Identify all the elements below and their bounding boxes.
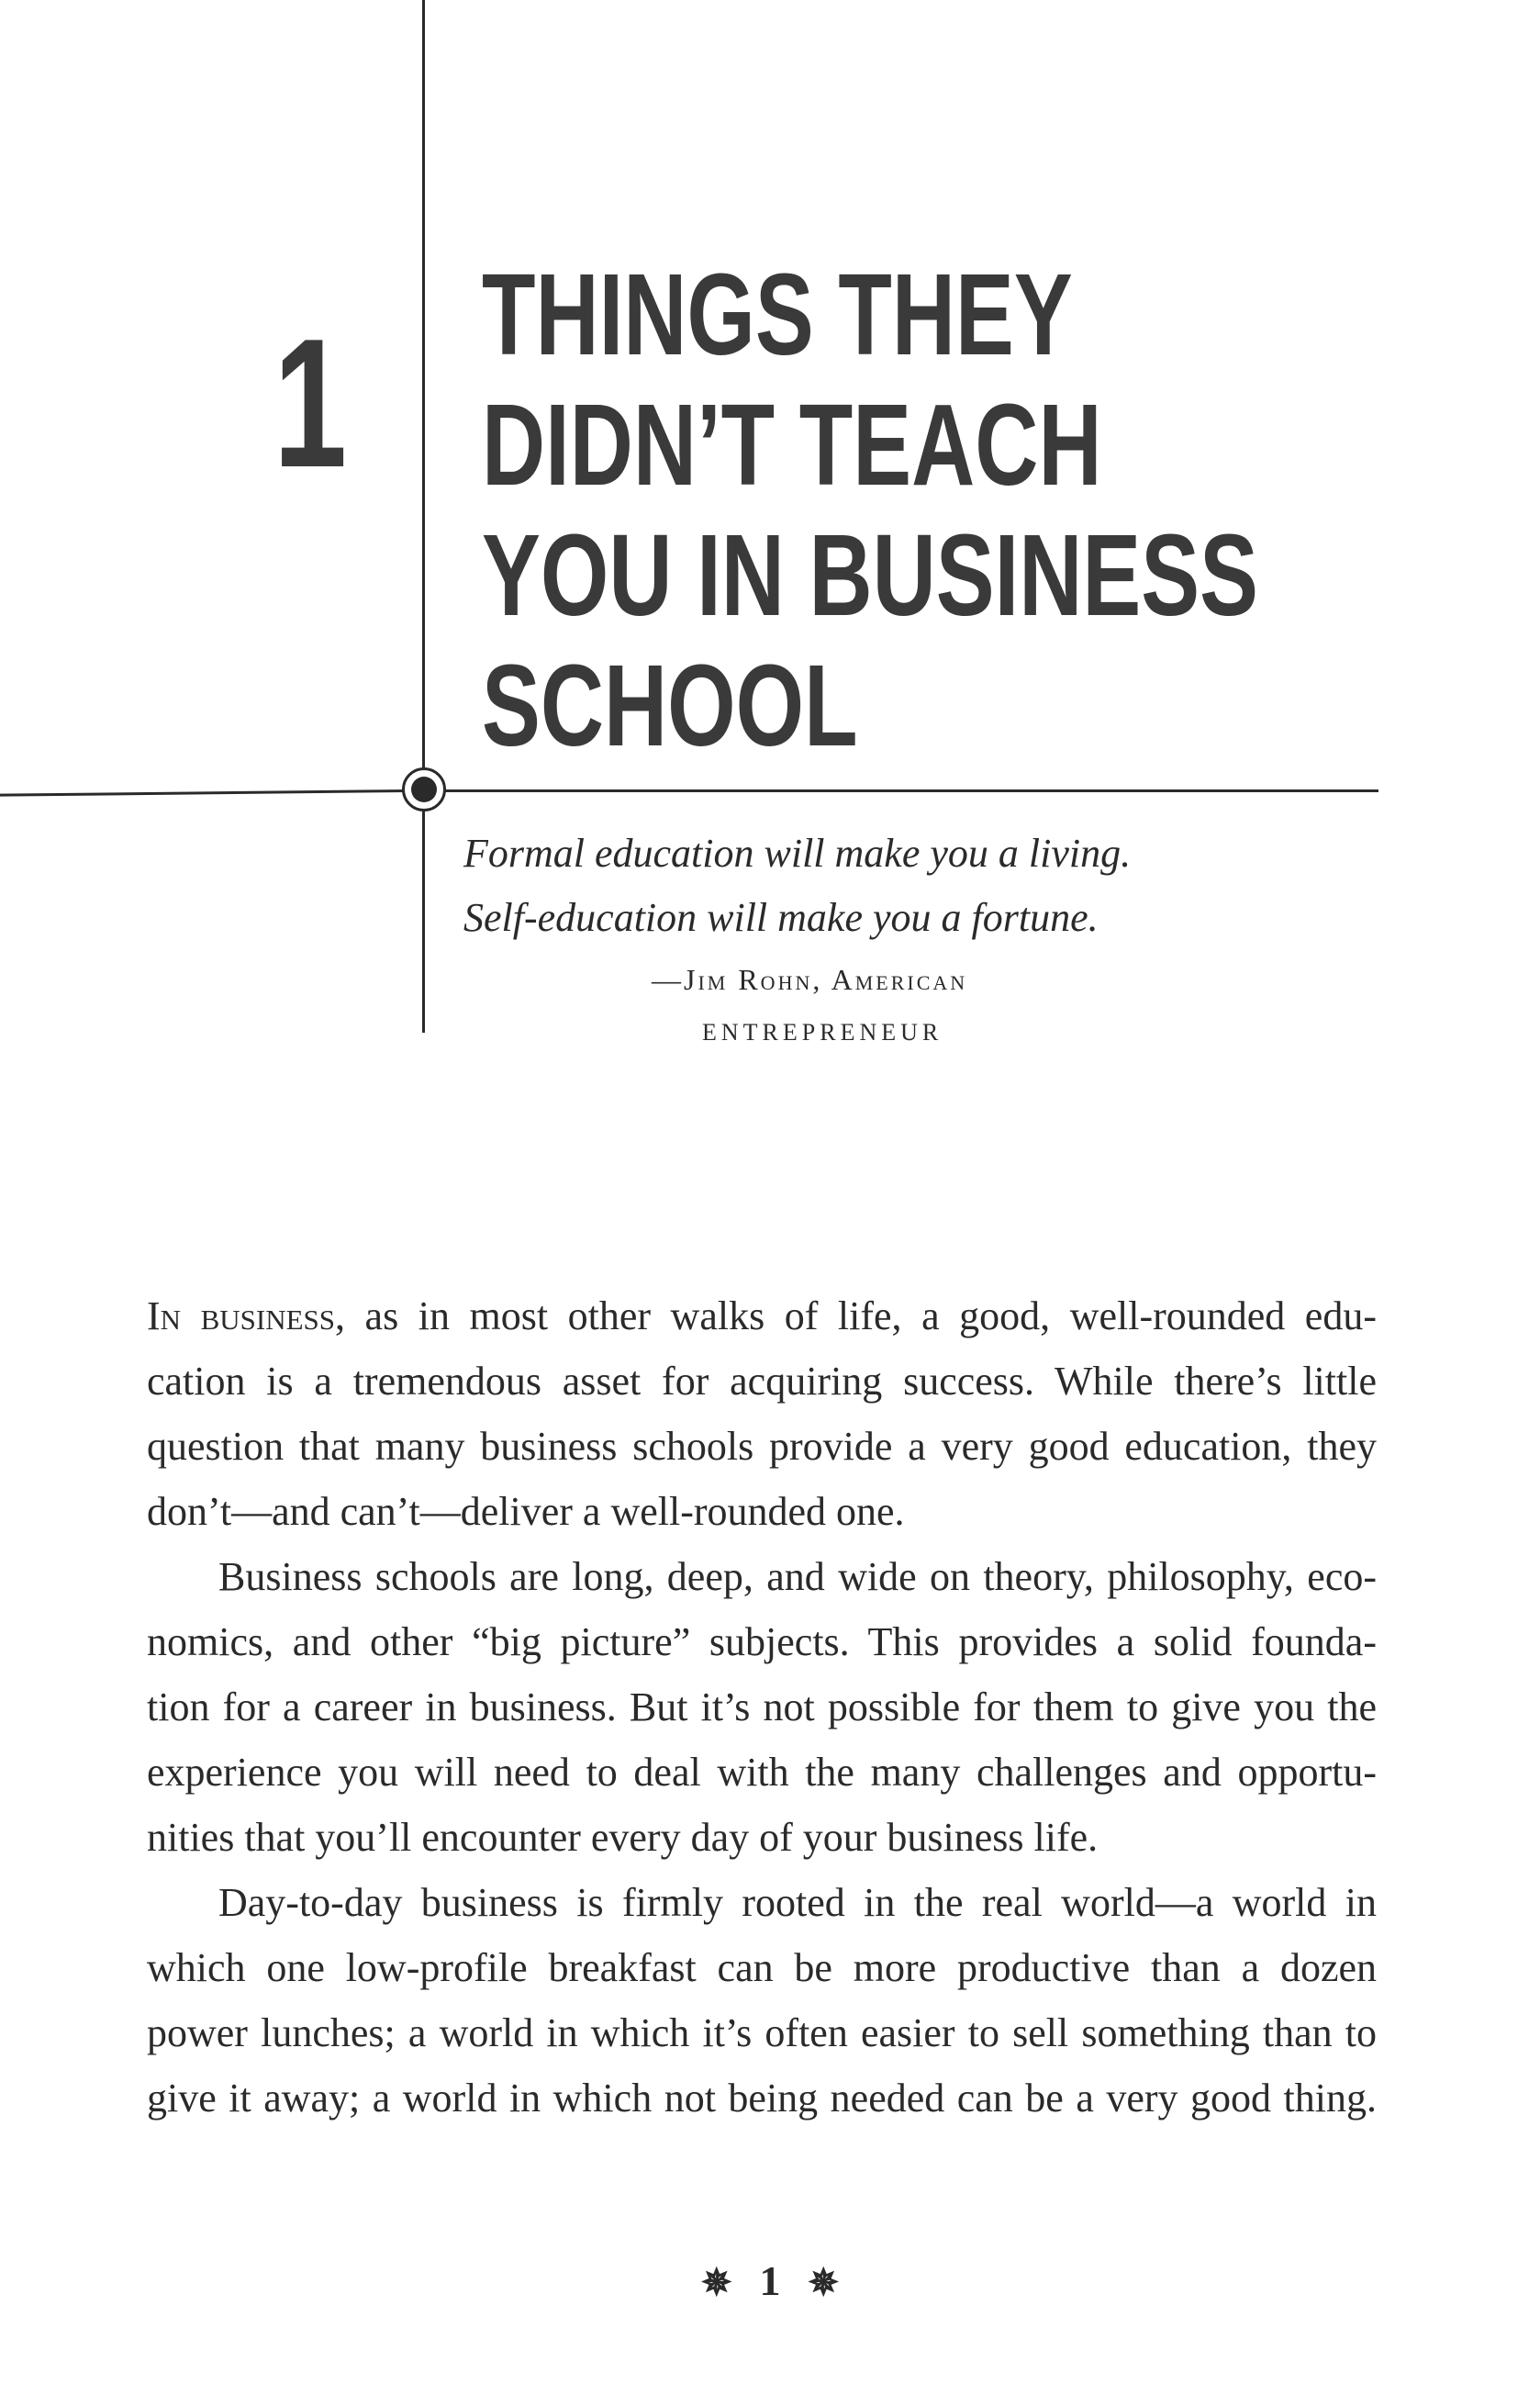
paragraph [147, 1283, 1377, 1544]
paragraph-line: give it away; a world in which not being needed can be a very good thing. [147, 2076, 1377, 2121]
paragraph-line: Day-to-day business is firmly rooted in the real world—a world in [218, 1880, 1377, 1925]
chapter-title-line: YOU IN BUSINESS [482, 510, 1259, 640]
paragraph-line: cation is a tremendous asset for acquiring success. While there’s little [147, 1359, 1377, 1404]
paragraph [147, 1870, 1377, 2131]
chapter-number: 1 [273, 301, 348, 506]
attribution-line: ENTREPRENEUR [702, 1019, 943, 1046]
paragraph-line-text: , as in most other walks of life, a good, well-rounded edu- [335, 1293, 1377, 1338]
chapter-title-line: SCHOOL [482, 641, 858, 770]
paragraph-lead-in: In business [147, 1293, 336, 1338]
paragraph-line: experience you will need to deal with the many challenges and opportu- [147, 1750, 1377, 1795]
chapter-title-line: THINGS THEY [482, 250, 1073, 379]
body-text [147, 1283, 1377, 2131]
horizontal-rule-right [439, 789, 1378, 792]
vertical-rule [422, 0, 425, 1033]
attribution-line: —Jim Rohn, American [652, 963, 968, 996]
paragraph [147, 1544, 1377, 1870]
paragraph-line: which one low-profile breakfast can be more productive than a dozen [147, 1945, 1377, 1990]
rule-junction-ornament [402, 767, 446, 811]
epigraph-quote [463, 822, 1289, 950]
epigraph-line: Formal education will make you a living. [463, 831, 1132, 876]
page-footer [0, 2254, 1540, 2311]
epigraph-attribution [652, 953, 1294, 1059]
chapter-title-line: DIDN’T TEACH [482, 380, 1102, 509]
paragraph-line: don’t—and can’t—deliver a well-rounded one. [147, 1489, 905, 1534]
paragraph-line: question that many business schools provide a very good education, they [147, 1424, 1377, 1469]
paragraph-line: power lunches; a world in which it’s often easier to sell something than to [147, 2010, 1377, 2055]
paragraph-line: tion for a career in business. But it’s not possible for them to give you the [147, 1684, 1377, 1729]
paragraph-line: nities that you’ll encounter every day of your business life. [147, 1815, 1099, 1860]
horizontal-rule-left [0, 789, 408, 797]
paragraph-line [147, 1283, 1377, 1349]
epigraph-line: Self-education will make you a fortune. [463, 895, 1099, 940]
paragraph-line: nomics, and other “big picture” subjects. This provides a solid founda- [147, 1619, 1377, 1664]
page-number: 1 [759, 2257, 781, 2304]
star-ornament-icon: ✵ [808, 2262, 840, 2303]
paragraph-line: Business schools are long, deep, and wide on theory, philosophy, eco- [218, 1554, 1377, 1599]
chapter-title [482, 250, 1284, 771]
star-ornament-icon: ✵ [700, 2262, 732, 2303]
